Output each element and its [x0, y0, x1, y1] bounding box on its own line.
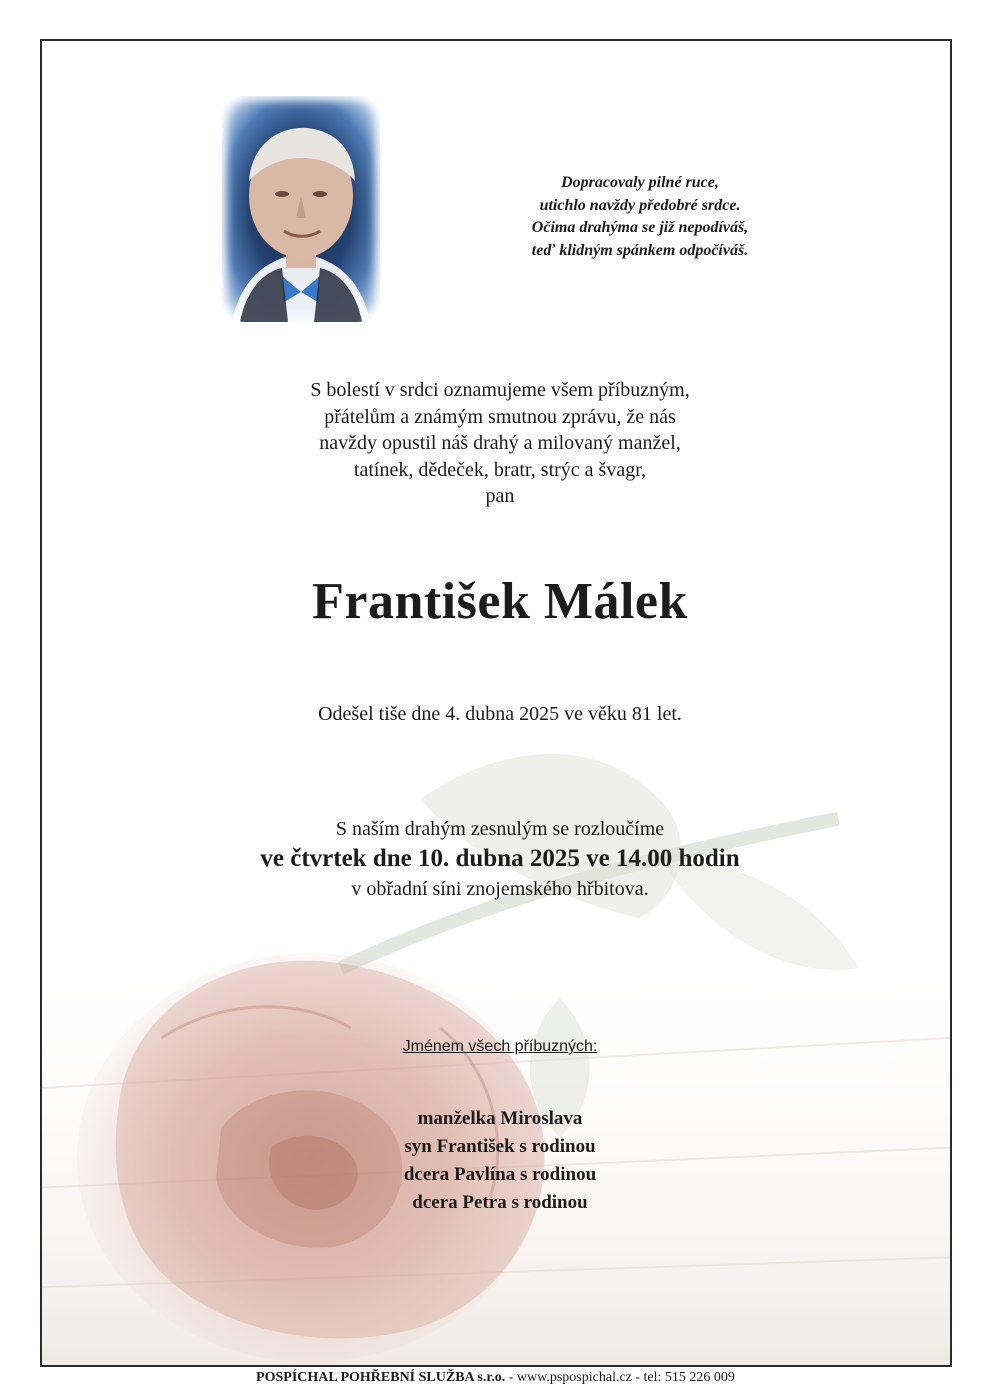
death-note: Odešel tiše dne 4. dubna 2025 ve věku 81 let.	[318, 703, 682, 725]
footer-company: POSPÍCHAL POHŘEBNÍ SLUŽBA s.r.o.	[256, 1370, 506, 1385]
poem-line: Očima drahýma se již nepodíváš,	[531, 219, 749, 236]
poem-line: teď klidným spánkem odpočíváš.	[531, 241, 749, 259]
poem-line: utichlo navždy předobré srdce.	[539, 196, 741, 214]
poem-line: Dopracovaly pilné ruce,	[561, 174, 719, 191]
ceremony-intro: S naším drahým zesnulým se rozloučíme	[335, 818, 665, 840]
ceremony-location: v obřadní síni znojemského hřbitova.	[351, 878, 649, 900]
announcement-line: navždy opustil náš drahý a milovaný manžel,	[319, 432, 681, 454]
footer-contact: - www.pspospichal.cz - tel: 515 226 009	[505, 1370, 735, 1385]
family-header: Jménem všech příbuzných:	[402, 1038, 598, 1055]
portrait-illustration	[222, 96, 380, 322]
deceased-name: František Málek	[312, 573, 688, 630]
announcement-line: pan	[485, 485, 515, 507]
family-list	[300, 1105, 700, 1217]
announcement-line: přátelům a známým smutnou zprávu, že nás	[324, 405, 676, 428]
portrait-photo	[222, 96, 380, 322]
family-member: syn František s rodinou	[404, 1136, 596, 1157]
memorial-poem	[455, 172, 825, 262]
announcement-line: tatínek, dědeček, bratr, strýc a švagr,	[353, 458, 647, 481]
funeral-service-footer	[0, 1368, 991, 1388]
announcement-text	[200, 377, 800, 510]
family-member: dcera Petra s rodinou	[412, 1192, 588, 1213]
ceremony-details	[150, 815, 850, 903]
family-member: dcera Pavlína s rodinou	[403, 1164, 597, 1185]
announcement-line: S bolestí v srdci oznamujeme všem příbuzným,	[310, 379, 690, 401]
family-member: manželka Miroslava	[417, 1108, 583, 1129]
ceremony-date-time: ve čtvrtek dne 10. dubna 2025 ve 14.00 hodin	[260, 845, 740, 872]
